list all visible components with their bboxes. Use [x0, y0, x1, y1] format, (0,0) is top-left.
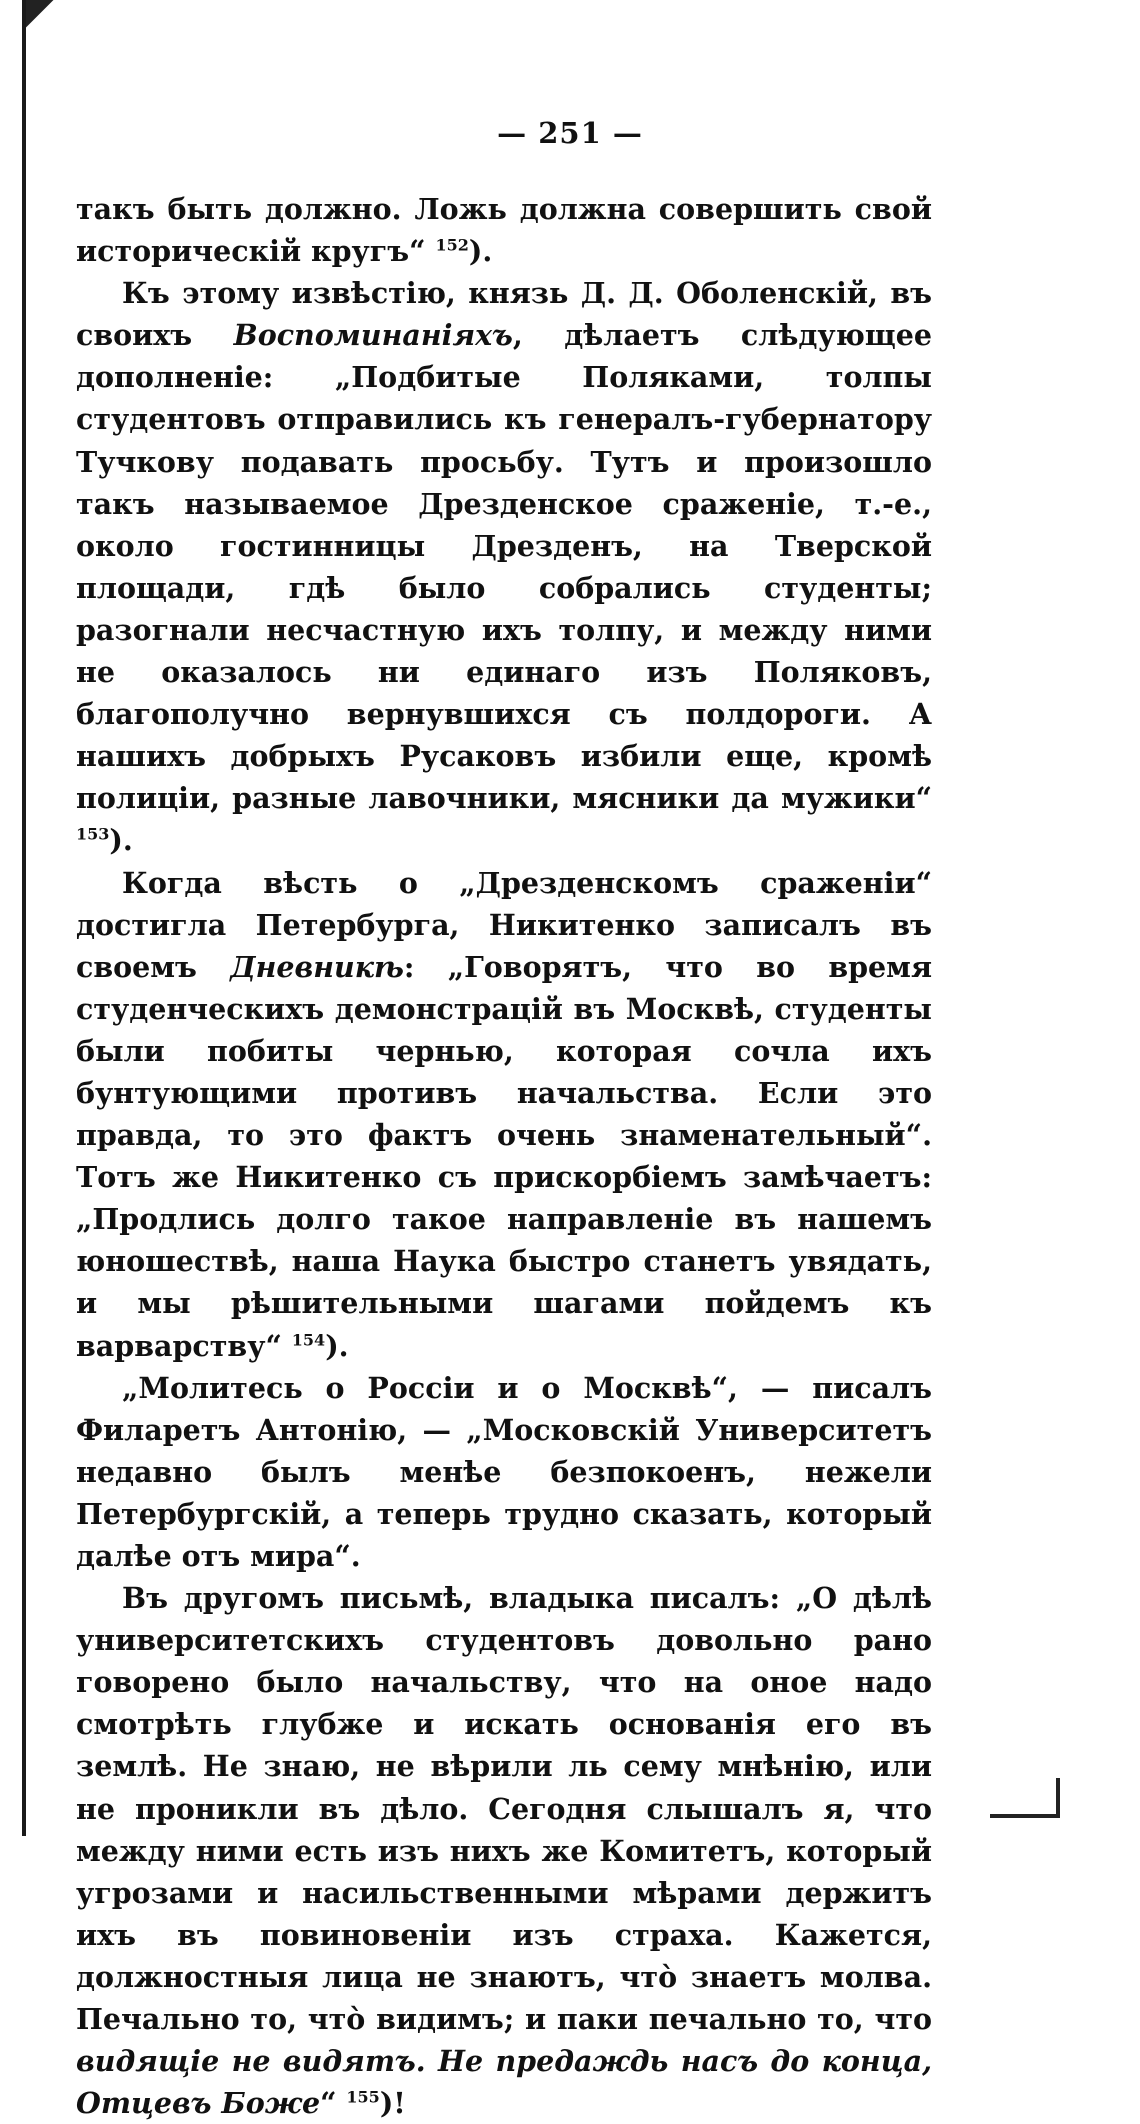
text-run: “ [320, 2086, 347, 2121]
italic-text: Воспоминаніяхъ [233, 318, 513, 353]
text-run: Когда вѣсть о „Дрезденскомъ сраженіи“ достигла Петербурга, Никитенко записалъ въ своемъ [76, 865, 932, 984]
text-run: )! [379, 2086, 406, 2121]
text-run: ). [109, 823, 133, 858]
scan-corner-artifact [26, 0, 56, 60]
footnote-ref: 155 [346, 2087, 380, 2107]
footnote-ref: 154 [291, 1330, 326, 1350]
footnote-ref: 152 [435, 235, 469, 255]
text-run: ). [468, 234, 493, 269]
paragraph [76, 1367, 932, 1577]
italic-text: видящіе не видятъ. Не предаждь насъ до конца, Отцевъ Боже [76, 2044, 932, 2121]
scan-binding-edge [22, 0, 26, 1836]
page-number: — 251 — [497, 116, 643, 150]
scan-corner-mark [990, 1814, 1060, 1818]
text-run: ). [325, 1328, 349, 1363]
text-run: , дѣлаетъ слѣдующее дополненіе: „Подбитые Поляками, толпы студентовъ отправились къ генералъ-губернатору Тучкову подавать просьбу. Тутъ и произошло такъ называемое Дрезденское сраженіе, т.-е., около гостинницы Дрезденъ, на Тверской площади, гдѣ было собрались студенты; разогнали несчастную ихъ толпу, и между ними не оказалось ни единаго изъ Поляковъ, благополучно вернувшихся съ полдороги. А нашихъ добрыхъ Русаковъ избили еще, кромѣ полиціи, разные лавочники, мясники да мужики“ [76, 318, 932, 816]
text-run: Въ другомъ письмѣ, владыка писалъ: „О дѣлѣ университетскихъ студентовъ довольно рано говорено было начальству, что на оное надо смотрѣть глубже и искать основанія его въ землѣ. Не знаю, не вѣрили ль сему мнѣнію, или не проникли въ дѣло. Сегодня слышалъ я, что между ними есть изъ нихъ же Комитетъ, который угрозами и насильственными мѣрами держитъ ихъ въ повиновеніи изъ страха. Кажется, должностныя лица не знаютъ, что̀ знаетъ молва. Печально то, что̀ видимъ; и паки печально то, что [76, 1581, 932, 2037]
scan-corner-mark-vertical [1056, 1778, 1060, 1818]
paragraph [76, 1577, 932, 2124]
text-run: такъ быть должно. Ложь должна совершить свой историческій кругъ“ [76, 192, 932, 269]
paragraph [76, 188, 932, 272]
text-run: „Молитесь о Россіи и о Москвѣ“, — писалъ Филаретъ Антонію, — „Московскій Университетъ недавно былъ менѣе безпокоенъ, нежели Петербургскій, а теперь трудно сказать, который далѣе отъ мира“. [76, 1370, 932, 1573]
text-run: Къ этому извѣстію, князь Д. Д. Оболенскій, въ своихъ [76, 276, 932, 353]
text-run: : „Говорятъ, что во время студенческихъ демонстрацій въ Москвѣ, студенты были побиты чернью, которая сочла ихъ бунтующими противъ начальства. Если это правда, то это фактъ очень знаменательный“. Тотъ же Никитенко съ прискорбіемъ замѣчаетъ: „Продлись долго такое направленіе въ нашемъ юношествѣ, наша Наука быстро станетъ увядать, и мы рѣшительными шагами пойдемъ къ варварству“ [76, 949, 932, 1363]
paragraph [76, 862, 932, 1367]
footnote-ref: 153 [76, 824, 110, 844]
italic-text: Дневникѣ [230, 949, 404, 984]
paragraph [76, 272, 932, 861]
body-text [76, 188, 932, 2124]
